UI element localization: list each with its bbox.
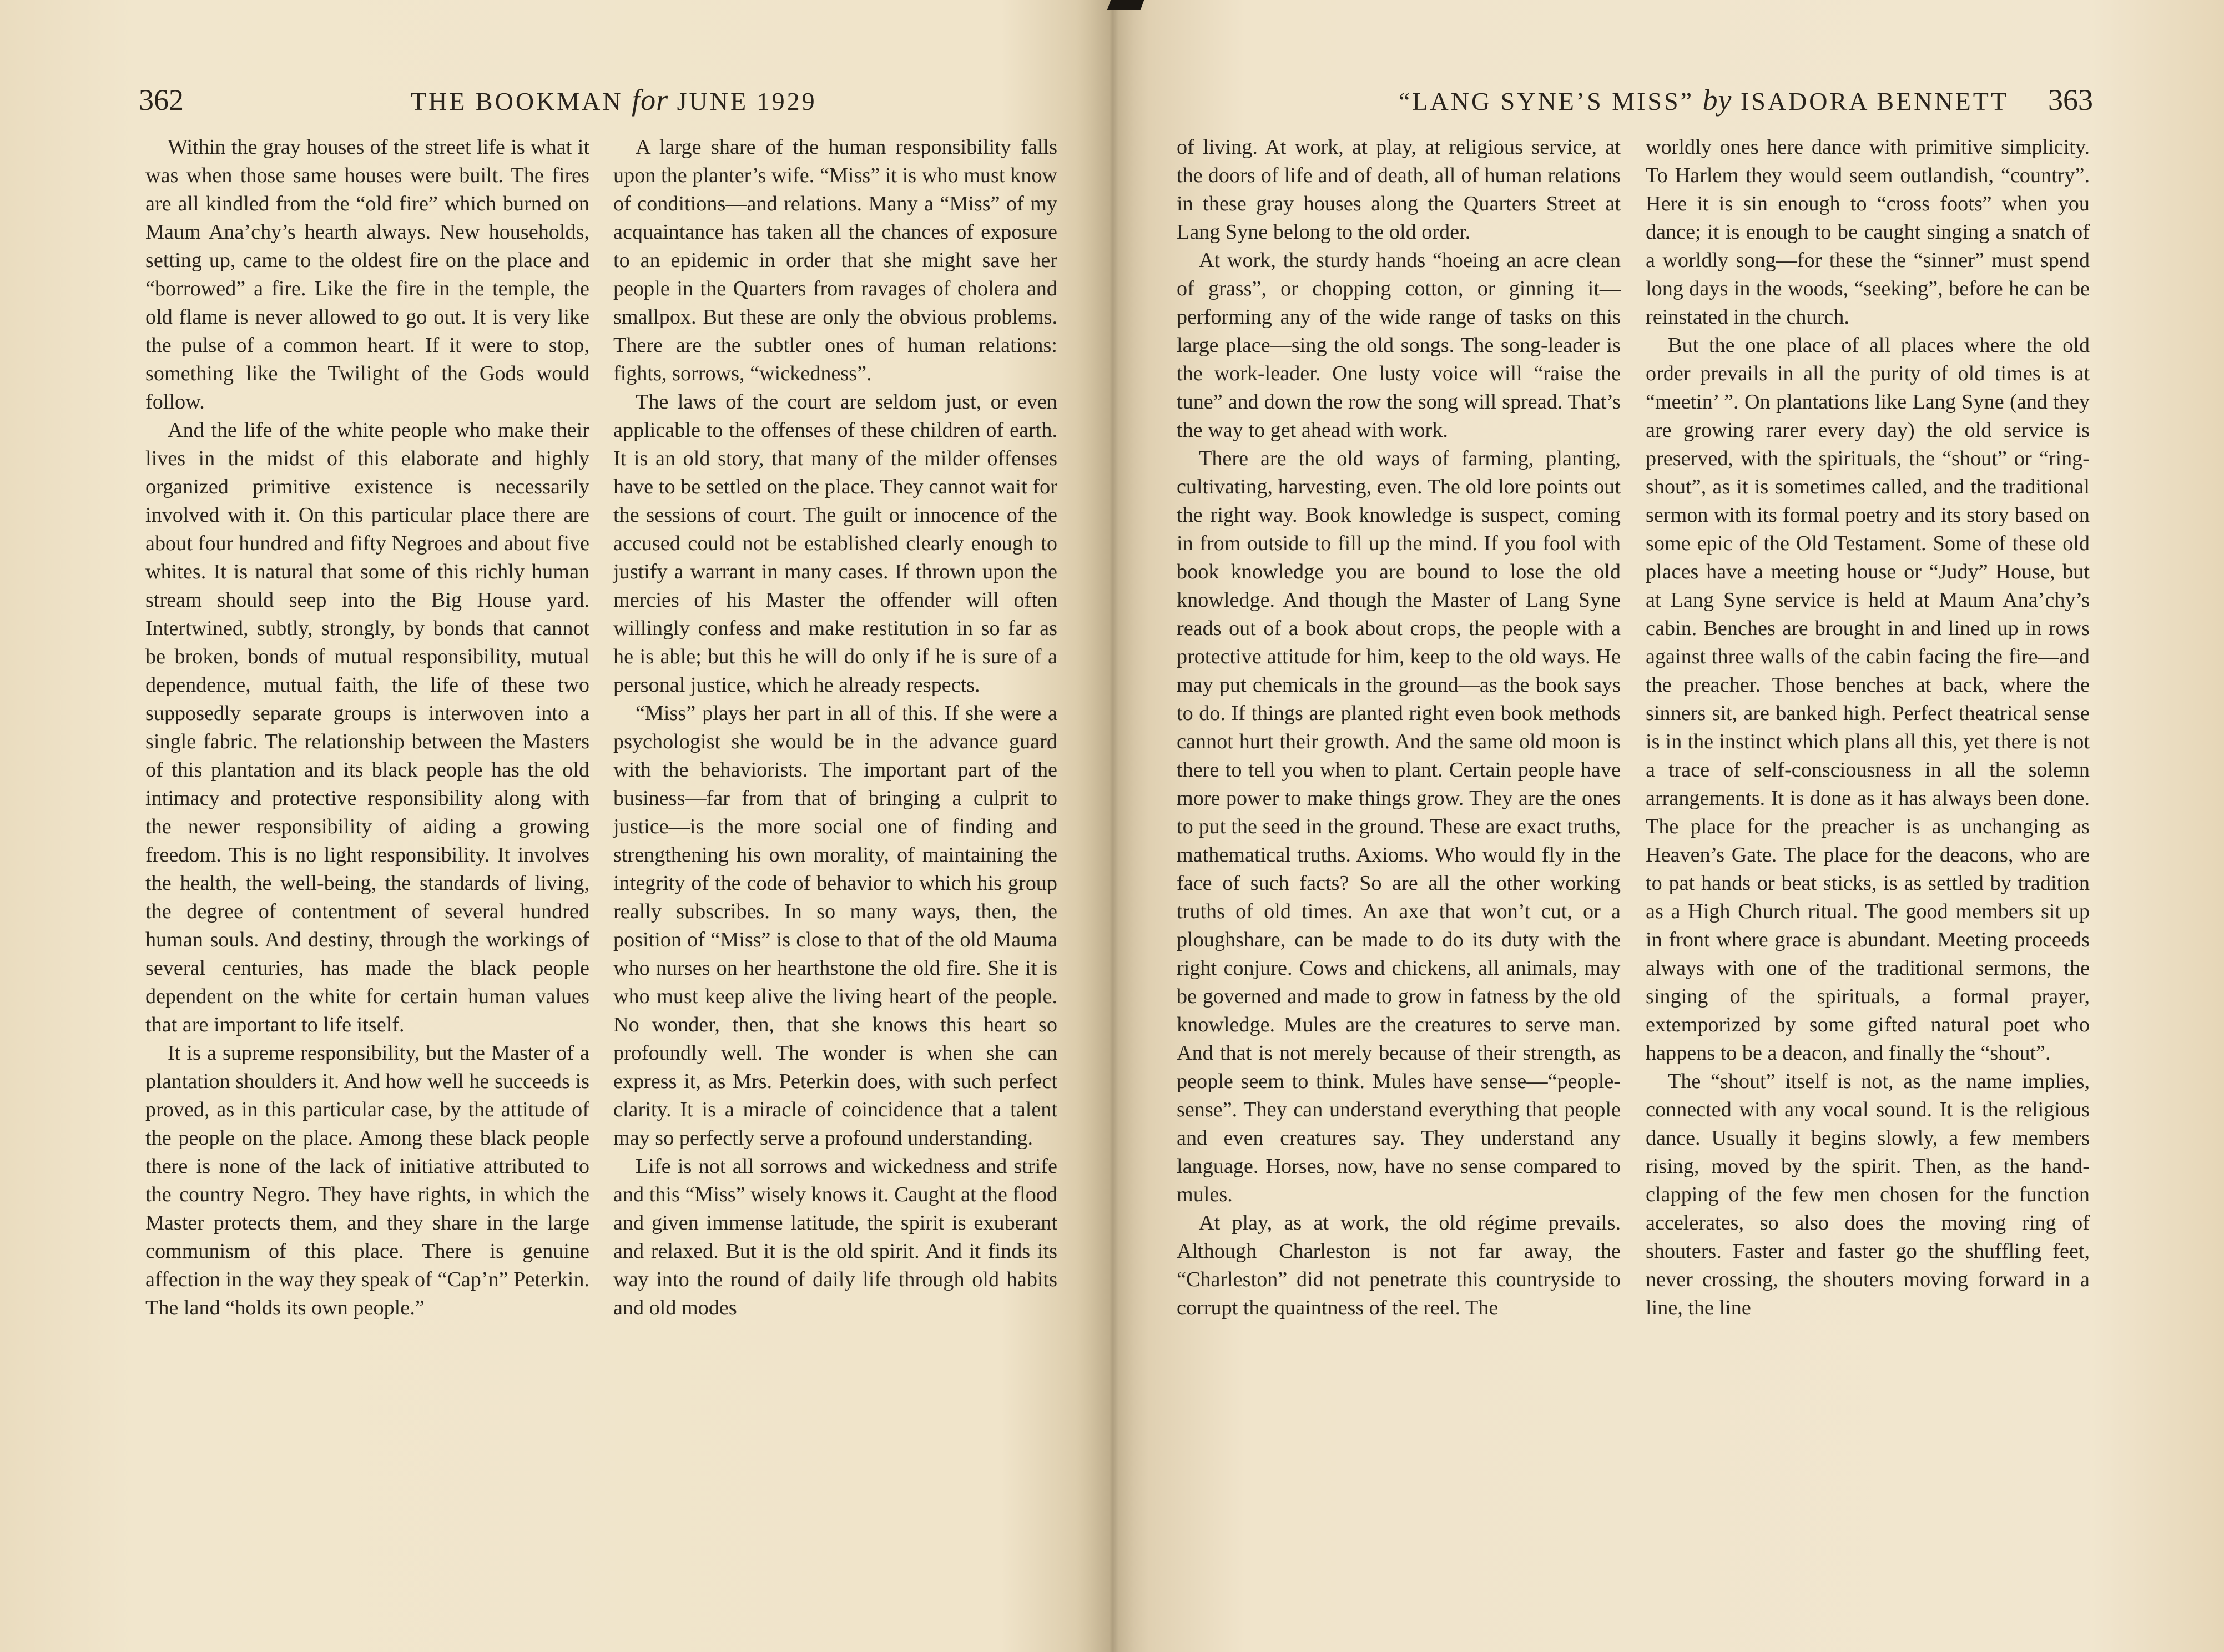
left-page-number: 362: [139, 83, 184, 117]
right-column-1: [1177, 133, 1621, 1322]
left-column-2: [613, 133, 1057, 1322]
paragraph: A large share of the human responsibility falls upon the planter’s wife. “Miss” it is who must know of conditions—and relations. Many a “Miss” of my acquaintance has taken all the chances of exposure to an epidemic in order that she might save her people in the Quarters from ravages of cholera and smallpox. But these are only the obvious problems. There are the subtler ones of human relations: fights, sorrows, “wickedness”.: [613, 135, 1057, 385]
right-running-title-post: ISADORA BENNETT: [1732, 87, 2009, 115]
right-page: [1110, 0, 2224, 1652]
left-running-title-pre: THE BOOKMAN: [411, 87, 632, 115]
right-running-title-pre: “LANG SYNE’S MISS”: [1399, 87, 1703, 115]
right-column-2: [1646, 133, 2090, 1322]
paragraph: There are the old ways of farming, planting, cultivating, harvesting, even. The old lore points out the right way. Book knowledge is suspect, coming in from outside to fill up the mind. If you fool with book knowledge you are bound to lose the old knowledge. And though the Master of Lang Syne reads out of a book about crops, the people with a protective attitude for him, keep to the old ways. He may put chemicals in the ground—as the book says to do. If things are planted right even book methods cannot hurt their growth. And the same old moon is there to tell you when to plant. Certain people have more power to make things grow. They are the ones to put the seed in the ground. These are exact truths, mathematical truths. Axioms. Who would fly in the face of such facts? So are all the other working truths of old times. An axe that won’t cut, or a ploughshare, can be made to do its duty with the right conjure. Cows and chickens, all animals, may be governed and made to grow in fatness by the old knowledge. Mules are the creatures to serve man. And that is not merely because of their strength, as people seem to think. Mules have sense—“people-sense”. They can understand everything that people and even creatures say. They understand any language. Horses, now, have no sense compared to mules.: [1177, 447, 1621, 1206]
paragraph: “Miss” plays her part in all of this. If she were a psychologist she would be in the advance guard with the behaviorists. The important part of the business—far from that of bringing a culprit to justice—is the more social one of finding and strengthening his own morality, of maintaining the integrity of the code of behavior to which his group really subscribes. In so many ways, then, the position of “Miss” is close to that of the old Mauma who nurses on her hearthstone the old fire. She it is who must keep alive the living heart of the people. No wonder, then, that she knows this heart so profoundly well. The wonder is when she can express it, as Mrs. Peterkin does, with such perfect clarity. It is a miracle of coincidence that a talent may so perfectly serve a profound understanding.: [613, 702, 1057, 1150]
paragraph-continued: of living. At work, at play, at religious service, at the doors of life and of death, all of human relations in these gray houses along the Quarters Street at Lang Syne belong to the old order.: [1177, 135, 1621, 244]
paragraph: The laws of the court are seldom just, or even applicable to the offenses of these children of earth. It is an old story, that many of the milder offenses have to be settled on the place. They cannot wait for the sessions of court. The guilt or innocence of the accused could not be established clearly enough to justify a warrant in many cases. If thrown upon the mercies of his Master the offender will often willingly confess and make restitution in so far as he is able; but this he will do only if he is sure of a personal justice, which he already respects.: [613, 390, 1057, 697]
left-column-1: [145, 133, 589, 1322]
paragraph: Within the gray houses of the street life is what it was when those same houses were built. The fires are all kindled from the “old fire” which burned on Maum Ana’chy’s hearth always. New households, setting up, came to the oldest fire on the place and “borrowed” a fire. Like the fire in the temple, the old flame is never allowed to go out. It is very like the pulse of a common heart. If it were to stop, something like the Twilight of the Gods would follow.: [145, 135, 589, 414]
paragraph: At work, the sturdy hands “hoeing an acre clean of grass”, or chopping cotton, or ginning it—performing any of the wide range of tasks on this large place—sing the old songs. The song-leader is the work-leader. One lusty voice will “raise the tune” and down the row the song will spread. That’s the way to get ahead with work.: [1177, 249, 1621, 442]
paragraph: The “shout” itself is not, as the name implies, connected with any vocal sound. It is the religious dance. Usually it begins slowly, a few members rising, moved by the spirit. Then, as the hand-clapping of the few men chosen for the function accelerates, so also does the moving ring of shouters. Faster and faster go the shuffling feet, never crossing, the shouters moving forward in a line, the line: [1646, 1070, 2090, 1319]
right-running-title-italic: by: [1702, 83, 1732, 117]
paragraph: Life is not all sorrows and wickedness and strife and this “Miss” wisely knows it. Caught at the flood and given immense latitude, the spirit is exuberant and relaxed. But it is the old spirit. And it finds its way into the round of daily life through old habits and old modes: [613, 1155, 1057, 1319]
right-running-title: [1399, 83, 2009, 118]
paragraph-continued: worldly ones here dance with primitive simplicity. To Harlem they would seem outlandish, “country”. Here it is sin enough to “cross foots” when you dance; it is enough to be caught singing a snatch of a worldly song—for these the “sinner” must spend long days in the woods, “seeking”, before he can be reinstated in the church.: [1646, 135, 2090, 329]
left-running-title: [411, 83, 817, 118]
paragraph: And the life of the white people who make their lives in the midst of this elaborate and highly organized primitive existence is necessarily involved with it. On this particular place there are about four hundred and fifty Negroes and about five whites. It is natural that some of this richly human stream should seep into the Big House yard. Intertwined, subtly, strongly, by bonds that cannot be broken, bonds of mutual responsibility, mutual dependence, mutual faith, the life of these two supposedly separate groups is interwoven into a single fabric. The relationship between the Masters of this plantation and its black people has the old intimacy and protective responsibility along with the newer responsibility of aiding a growing freedom. This is no light responsibility. It involves the health, the well-being, the standards of living, the degree of contentment of several hundred human souls. And destiny, through the workings of several centuries, has made the black people dependent on the white for certain human values that are important to life itself.: [145, 419, 589, 1036]
paragraph: At play, as at work, the old régime prevails. Although Charleston is not far away, the “Charleston” did not penetrate this countryside to corrupt the quaintness of the reel. The: [1177, 1211, 1621, 1319]
right-running-head: [1110, 83, 2224, 117]
left-page: [0, 0, 1105, 1652]
paragraph: It is a supreme responsibility, but the Master of a plantation shoulders it. And how well he succeeds is proved, as in this particular case, by the attitude of the people on the place. Among these black people there is none of the lack of initiative attributed to the country Negro. They have rights, in which the Master protects them, and they share in the large communism of this place. There is genuine affection in the way they speak of “Cap’n” Peterkin. The land “holds its own people.”: [145, 1041, 589, 1319]
right-page-number: 363: [2048, 83, 2093, 117]
left-running-head: [0, 83, 1105, 117]
left-running-title-post: JUNE 1929: [668, 87, 817, 115]
left-running-title-italic: for: [632, 83, 669, 117]
paragraph: But the one place of all places where the old order prevails in all the purity of old times is at “meetin’ ”. On plantations like Lang Syne (and they are growing rarer every day) the old service is preserved, with the spirituals, the “shout” or “ring-shout”, as it is sometimes called, and the traditional sermon with its formal poetry and its story based on some epic of the Old Testament. Some of these old places have a meeting house or “Judy” House, but at Lang Syne service is held at Maum Ana’chy’s cabin. Benches are brought in and lined up in rows against three walls of the cabin facing the fire—and the preacher. Those benches at back, where the sinners sit, are banked high. Perfect theatrical sense is in the instinct which plans all this, yet there is not a trace of self-consciousness in all the solemn arrangements. It is done as it has always been done. The place for the preacher is as unchanging as Heaven’s Gate. The place for the deacons, who are to pat hands or beat sticks, is as settled by tradition as a High Church ritual. The good members sit up in front where grace is abundant. Meeting proceeds always with one of the traditional sermons, the singing of the spirituals, a formal prayer, extemporized by some gifted natural poet who happens to be a deacon, and finally the “shout”.: [1646, 334, 2090, 1065]
